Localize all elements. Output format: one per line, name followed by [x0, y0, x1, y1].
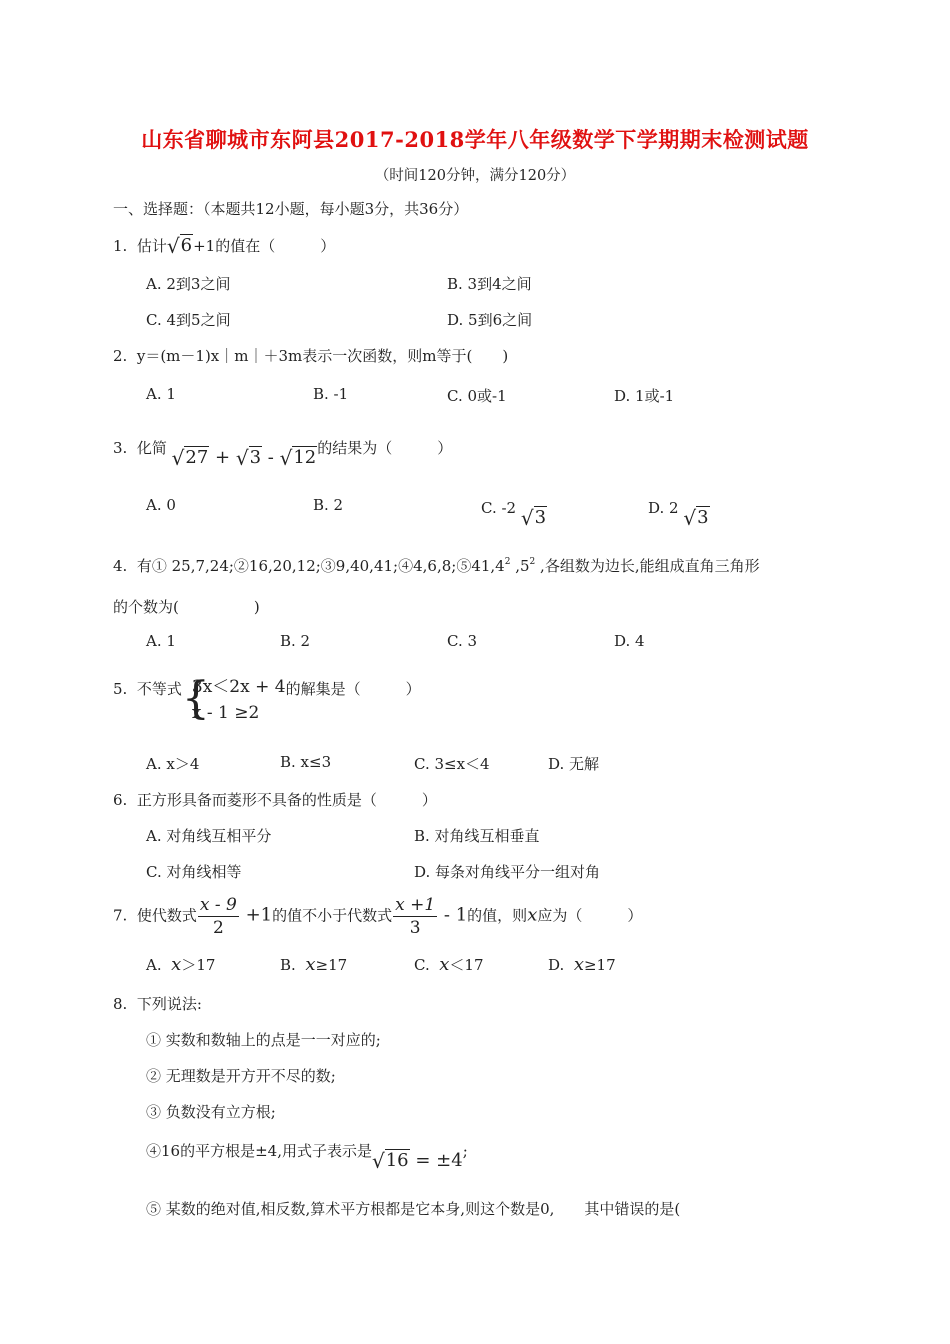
question-1: [113, 234, 335, 258]
option-d: D. 每条对角线平分一组对角: [414, 863, 601, 881]
option-d: D. x≥17: [548, 954, 616, 975]
question-number: 2.: [113, 347, 128, 365]
option-a: A. 1: [146, 385, 176, 403]
question-number: 6.: [113, 791, 128, 809]
statement-3: ③ 负数没有立方根;: [146, 1103, 276, 1121]
radical-expression: √27 + √3 - √12: [171, 446, 317, 470]
option-c: C. 3≤x＜4: [414, 755, 490, 773]
sqrt-expression: √6: [166, 234, 193, 258]
statement-1: ① 实数和数轴上的点是一一对应的;: [146, 1031, 381, 1049]
option-a: A. x＞17: [146, 954, 216, 975]
question-number: 7.: [113, 906, 128, 925]
option-d: D. 5到6之间: [447, 311, 533, 329]
question-text: 化简: [136, 439, 167, 457]
question-text: 估计: [136, 237, 167, 255]
option-b: B. -1: [313, 385, 349, 403]
question-4-cont: 的个数为( ): [113, 598, 260, 616]
question-3: [113, 436, 453, 470]
question-text: 的解集是（ ）: [285, 680, 421, 698]
option-b: B. 2: [280, 632, 311, 650]
fraction: $\frac{x - 9}{2}$: [199, 895, 237, 938]
question-number: 4.: [113, 557, 128, 575]
question-text: y＝(m－1)x｜m｜＋3m表示一次函数，则m等于( ): [136, 347, 509, 365]
option-c: C. 3: [447, 632, 478, 650]
option-a: A. 0: [146, 496, 176, 514]
question-6: [113, 789, 437, 810]
option-a: A. x＞4: [146, 755, 200, 773]
option-a: A. 对角线互相平分: [146, 827, 272, 845]
question-number: 5.: [113, 680, 128, 698]
page-subtitle: （时间120分钟，满分120分）: [374, 168, 576, 184]
question-number: 8.: [113, 995, 128, 1013]
question-text: +1的值在（ ）: [193, 237, 336, 255]
option-c: C. -2 √3: [481, 499, 547, 530]
page-title: 山东省聊城市东阿县2017-2018学年八年级数学下学期期末检测试题: [141, 127, 809, 152]
option-d: D. 1或-1: [614, 387, 675, 405]
option-d: D. 4: [614, 632, 645, 650]
option-b: B. x≤3: [280, 753, 332, 771]
question-2: [113, 345, 508, 366]
section-heading: 一、选择题：（本题共12小题，每小题3分，共36分）: [113, 200, 469, 218]
question-number: 1.: [113, 237, 128, 255]
statement-5: ⑤ 某数的绝对值,相反数,算术平方根都是它本身,则这个数是0, 其中错误的是(: [146, 1200, 681, 1218]
option-a: A. 2到3之间: [146, 275, 231, 293]
fraction: $\frac{x +1}{3}$: [395, 895, 436, 938]
question-text: 正方形具备而菱形不具备的性质是（ ）: [136, 791, 437, 809]
inequality-system: { 3x＜2x + 4 x - 1 ≥2: [181, 673, 286, 724]
option-b: B. 2: [313, 496, 344, 514]
question-number: 3.: [113, 439, 128, 457]
option-a: A. 1: [146, 632, 176, 650]
question-7: 7. 使代数式 $\frac{x - 9}{2}$ +1的值不小于代数式 $\frac{x +1}{3}$ - 1的值，则x应为（ ）: [113, 895, 643, 938]
question-text: 的结果为（ ）: [317, 439, 453, 457]
statement-2: ② 无理数是开方开不尽的数;: [146, 1067, 336, 1085]
option-c: C. 对角线相等: [146, 863, 242, 881]
option-b: B. 3到4之间: [447, 275, 532, 293]
question-text: 下列说法:: [136, 995, 202, 1013]
option-b: B. 对角线互相垂直: [414, 827, 540, 845]
option-b: B. x≥17: [280, 954, 348, 975]
option-c: C. 0或-1: [447, 387, 507, 405]
option-d: D. 无解: [548, 755, 600, 773]
statement-4: ④16的平方根是±4,用式子表示是√16 = ±4;: [146, 1142, 468, 1173]
option-d: D. 2 √3: [648, 499, 709, 530]
option-c: C. x＜17: [414, 954, 484, 975]
question-text: 不等式: [136, 680, 182, 698]
question-8: [113, 993, 202, 1014]
question-4: 4. 有① 25,7,24;②16,20,12;③9,40,41;④4,6,8;⑤41,4$^2$ $,5^2$ ,各组数为边长,能组成直角三角形: [113, 557, 760, 575]
question-5: [113, 674, 421, 726]
option-c: C. 4到5之间: [146, 311, 231, 329]
